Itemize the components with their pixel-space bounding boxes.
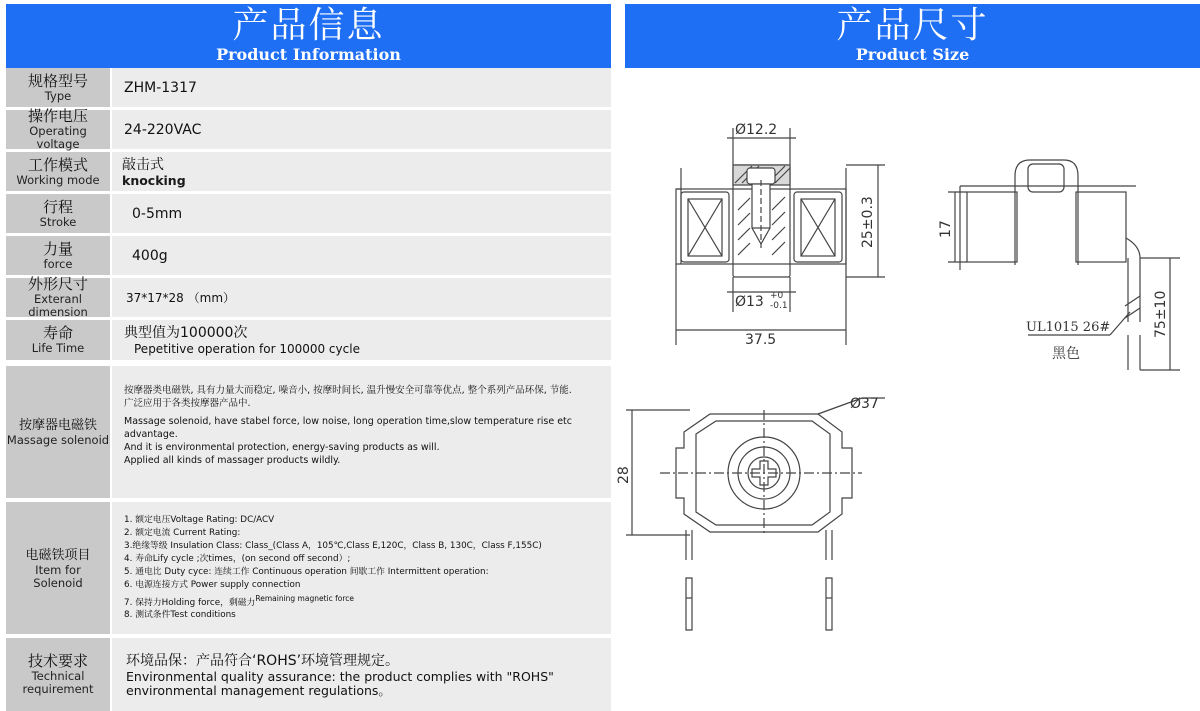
wire-spec: UL1015 26# — [1026, 320, 1111, 335]
label-en: force — [43, 256, 73, 271]
description-line: 广泛应用于各类按摩器产品中. — [124, 398, 251, 409]
label-cn: 电磁铁项目 — [25, 547, 91, 563]
dim-28: 28 — [616, 466, 632, 484]
dim-75: 75±10 — [1153, 290, 1169, 338]
header-title-cn: 产品尺寸 — [836, 5, 989, 46]
label-en: Item for — [35, 562, 81, 577]
description-line: 按摩器类电磁铁, 具有力量大而稳定, 噪音小, 按摩时间长, 温升慢安全可靠等优点, 整个系列产品环保, 节能. — [124, 385, 572, 396]
dim-375: 37.5 — [745, 332, 777, 348]
value-text: 敲击式 — [122, 157, 164, 173]
dim-17: 17 — [938, 220, 954, 238]
dim-d13: Ø13 — [735, 294, 764, 310]
dim-tol-up: +0 — [770, 291, 784, 301]
label-cn: 技术要求 — [27, 652, 88, 670]
label-en: Technical — [31, 669, 85, 683]
front-section-view — [676, 128, 885, 345]
item-superscript: Remaining magnetic force — [255, 593, 355, 603]
header-title-en: Product Size — [855, 45, 970, 64]
label-en: Massage solenoid — [6, 433, 110, 447]
description-line: Applied all kinds of massager products wildly. — [124, 455, 341, 466]
label-cn: 按摩器电磁铁 — [18, 418, 97, 433]
label-en: Type — [44, 88, 72, 103]
item-line: 8. 测试条件Test conditions — [124, 610, 236, 621]
label-cn: 行程 — [42, 197, 73, 216]
value-text-en: knocking — [122, 173, 186, 188]
value-text: 环境品保：产品符合‘ROHS’环境管理规定。 — [126, 652, 400, 669]
header-title-cn: 产品信息 — [232, 5, 385, 46]
label-cn: 规格型号 — [27, 71, 88, 90]
label-en: Operating voltage — [29, 124, 87, 151]
dim-tol-down: -0.1 — [770, 301, 788, 311]
item-line: 6. 电源连接方式 Power supply connection — [124, 579, 301, 590]
value-text-en: environmental management regulations。 — [126, 682, 391, 698]
value-text: 37*17*28 （mm） — [126, 290, 236, 305]
value-text-en: Pepetitive operation for 100000 cycle — [134, 342, 360, 356]
item-line: 2. 额定电流 Current Rating: — [124, 527, 241, 538]
value-text: 0-5mm — [132, 205, 183, 222]
wire-color: 黑色 — [1052, 346, 1080, 362]
dim-25: 25±0.3 — [860, 196, 876, 248]
description-line: Massage solenoid, have stabel force, low noise, long operation time,slow temperature rise etc advantage. — [124, 416, 573, 440]
label-cn: 外形尺寸 — [27, 275, 88, 293]
item-line: 5. 通电比 Duty cyce: 连续工作 Continuous operation 间歇工作 Intermittent operation: — [124, 566, 489, 577]
top-view — [626, 398, 885, 630]
label-en: Exteranl dimension — [28, 292, 88, 319]
label-cn: 工作模式 — [27, 155, 88, 174]
dim-d37: Ø37 — [850, 396, 879, 412]
value-text: 24-220VAC — [124, 121, 202, 138]
label-en: Solenoid — [33, 575, 83, 590]
label-cn: 力量 — [42, 239, 73, 258]
label-cn: 操作电压 — [27, 107, 88, 125]
label-en: Life Time — [31, 341, 85, 355]
label-en: Working mode — [16, 172, 100, 187]
value-text: 典型值为100000次 — [124, 325, 248, 341]
value-text: 400g — [132, 247, 168, 264]
value-text: ZHM-1317 — [124, 79, 197, 96]
value-text-en: Environmental quality assurance: the product complies with "ROHS" — [126, 668, 554, 684]
label-en: requirement — [22, 682, 94, 696]
header-title-en: Product Information — [216, 45, 401, 64]
label-en: Stroke — [39, 214, 77, 229]
item-line: 1. 额定电压Voltage Rating: DC/ACV — [124, 514, 275, 525]
description-line: And it is environmental protection, energy-saving products as will. — [124, 442, 440, 453]
item-text: 7. 保持力Holding force，剩磁力 — [124, 597, 256, 608]
side-view — [948, 160, 1180, 370]
item-line: 3.绝缘等级 Insulation Class: Class_(Class A，105℃,Class E,120C，Class B, 130C，Class F,155C) — [124, 540, 542, 551]
label-cn: 寿命 — [42, 324, 73, 342]
item-line: 4. 寿命Lify cycle ;次times，(on second off second）; — [124, 553, 351, 564]
dim-d12: Ø12.2 — [735, 122, 778, 138]
